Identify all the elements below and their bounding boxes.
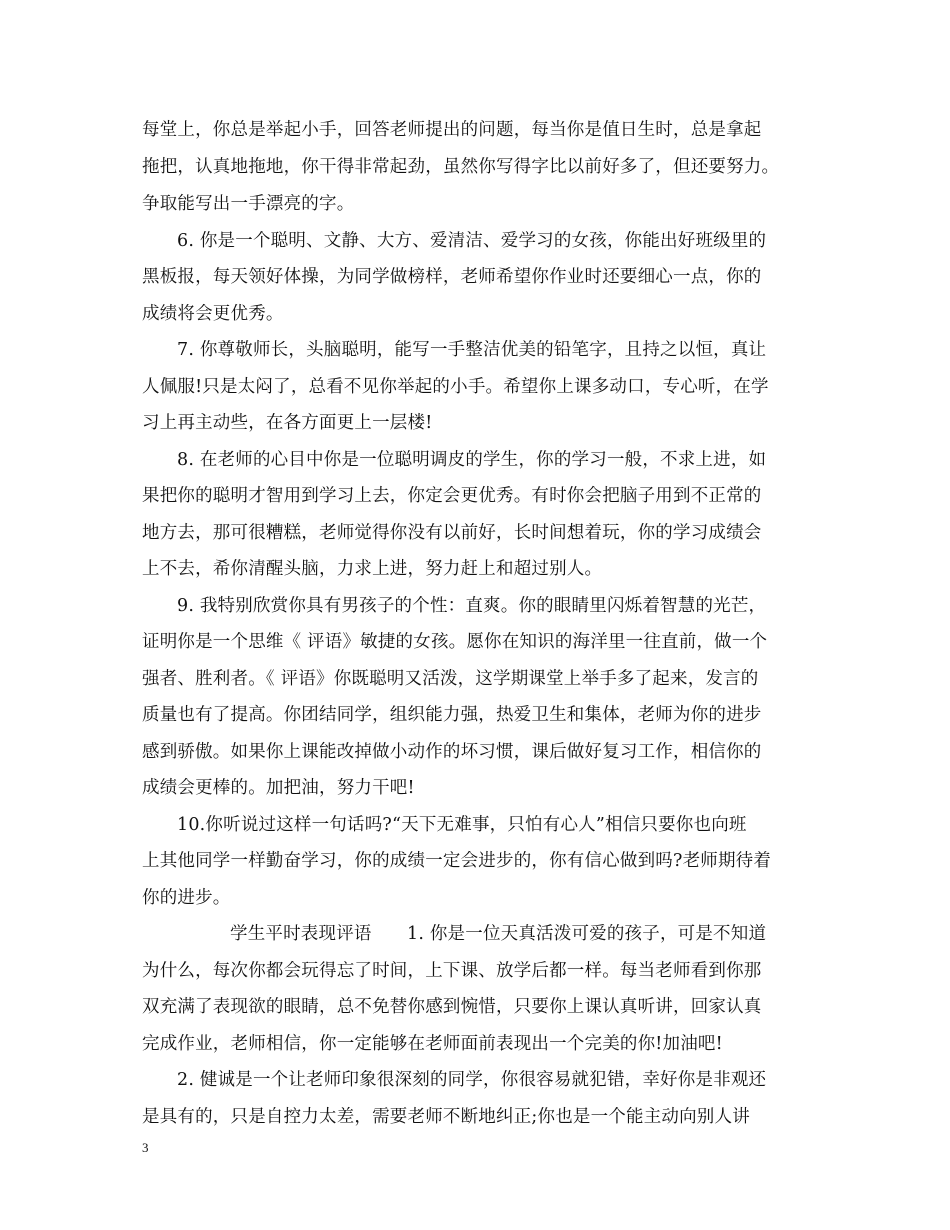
text-line: 黑板报，每天领好体操，为同学做榜样，老师希望你作业时还要细心一点，你的 (142, 267, 762, 287)
text-line: 证明你是一个思维《 评语》敏捷的女孩。愿你在知识的海洋里一往直前，做一个 (142, 632, 768, 652)
text-line: 上不去，希你清醒头脑，力求上进，努力赶上和超过别人。 (142, 559, 603, 579)
text-line: 每堂上，你总是举起小手，回答老师提出的问题，每当你是值日生时，总是拿起 (142, 120, 762, 140)
section-heading-line: 学生平时表现评语 1. 你是一位天真活泼可爱的孩子，可是不知道 (230, 924, 767, 944)
text-line: 为什么，每次你都会玩得忘了时间，上下课、放学后都一样。每当老师看到你那 (142, 961, 762, 981)
text-line: 拖把，认真地拖地，你干得非常起劲，虽然你写得字比以前好多了，但还要努力。 (142, 157, 780, 177)
text-line: 地方去，那可很糟糕，老师觉得你没有以前好，长时间想着玩，你的学习成绩会 (142, 523, 762, 543)
text-line: 6. 你是一个聪明、文静、大方、爱清洁、爱学习的女孩，你能出好班级里的 (177, 231, 767, 251)
text-line: 果把你的聪明才智用到学习上去，你定会更优秀。有时你会把脑子用到不正常的 (142, 486, 762, 506)
text-line: 人佩服!只是太闷了，总看不见你举起的小手。希望你上课多动口，专心听，在学 (142, 377, 769, 397)
text-line: 上其他同学一样勤奋学习，你的成绩一定会进步的，你有信心做到吗?老师期待着 (142, 851, 772, 871)
text-line: 9. 我特别欣赏你具有男孩子的个性：直爽。你的眼睛里闪烁着智慧的光芒， (177, 596, 767, 616)
text-line: 强者、胜利者。《 评语》你既聪明又活泼，这学期课堂上举手多了起来，发言的 (142, 669, 759, 689)
text-line: 成绩将会更优秀。 (142, 304, 284, 324)
text-line: 2. 健诚是一个让老师印象很深刻的同学，你很容易就犯错，幸好你是非观还 (177, 1070, 767, 1090)
text-line: 10.你听说过这样一句话吗?“天下无难事，只怕有心人”相信只要你也向班 (177, 815, 747, 835)
text-line: 争取能写出一手漂亮的字。 (142, 194, 355, 214)
text-line: 你的进步。 (142, 888, 231, 908)
text-line: 是具有的，只是自控力太差，需要老师不断地纠正;你也是一个能主动向别人讲 (142, 1107, 750, 1127)
text-line: 质量也有了提高。你团结同学，组织能力强，热爱卫生和集体，老师为你的进步 (142, 705, 762, 725)
text-line: 成绩会更棒的。加把油，努力干吧! (142, 778, 415, 798)
text-line: 双充满了表现欲的眼睛，总不免替你感到惋惜，只要你上课认真听讲，回家认真 (142, 997, 762, 1017)
text-line: 8. 在老师的心目中你是一位聪明调皮的学生，你的学习一般，不求上进，如 (177, 450, 767, 470)
text-line: 完成作业，老师相信，你一定能够在老师面前表现出一个完美的你!加油吧! (142, 1034, 723, 1054)
text-line: 7. 你尊敬师长，头脑聪明，能写一手整洁优美的铅笔字，且持之以恒，真让 (177, 340, 767, 360)
text-line: 感到骄傲。如果你上课能改掉做小动作的坏习惯，课后做好复习工作，相信你的 (142, 742, 762, 762)
text-line: 习上再主动些，在各方面更上一层楼! (142, 413, 433, 433)
page-number: 3 (142, 1140, 149, 1155)
